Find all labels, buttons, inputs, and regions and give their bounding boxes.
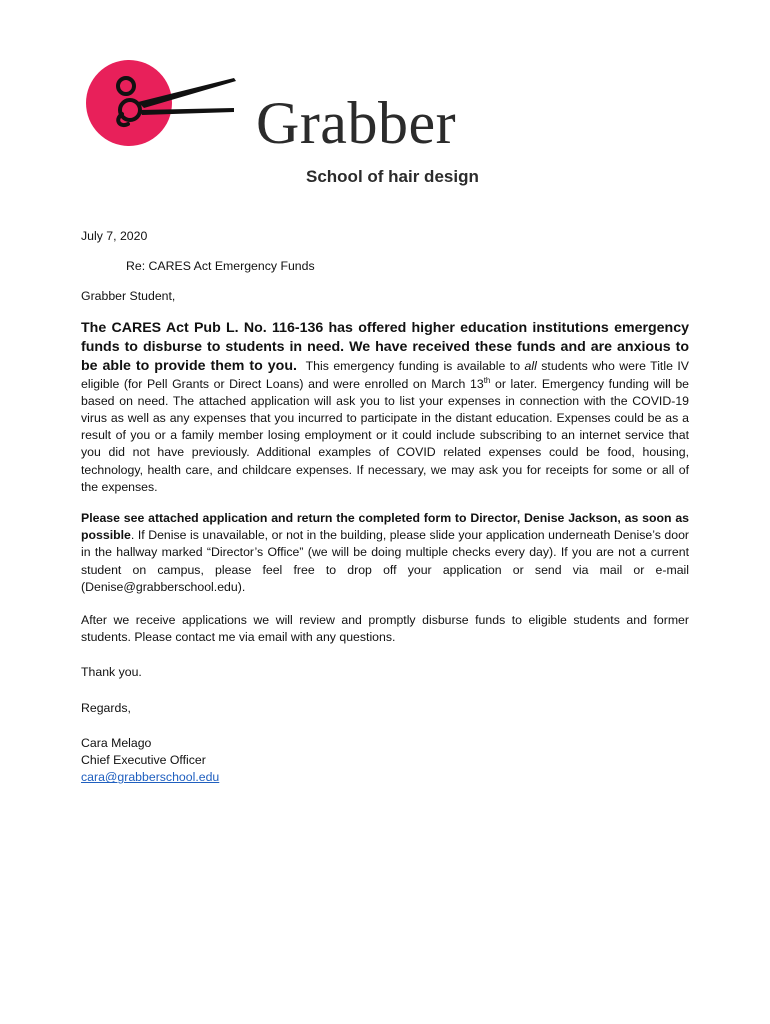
paragraph-funding-text-a: This emergency funding is available to bbox=[305, 358, 525, 373]
paragraph-funding-emphasis: all bbox=[524, 358, 537, 373]
paragraph-review: After we receive applications we will review and promptly disburse funds to eligible students and former students. Please contact me via email with any questions. bbox=[81, 613, 689, 645]
paragraph-funding-text-b: students who were Title IV eligible (for Pell Grants or Direct Loans) and were enrolled on March 13 bbox=[81, 358, 690, 391]
signer-name: Cara Melago bbox=[81, 735, 152, 750]
letter-closing: Regards, bbox=[81, 700, 131, 715]
paragraph-funding bbox=[81, 319, 689, 496]
paragraph-instructions-text: . If Denise is unavailable, or not in the building, please slide your application underneath Denise’s door in the hallway marked “Director’s Office” (we will be doing multiple checks every day). If you are not a current student on campus, please feel free to drop off your application or send via mail or e-mail (Denise@grabberschool.edu). bbox=[81, 528, 689, 594]
letter-salutation: Grabber Student, bbox=[81, 289, 176, 304]
paragraph-instructions bbox=[81, 510, 689, 596]
paragraph-funding-lead: The CARES Act Pub L. No. 116-136 has offered higher education institutions emergency funds to disburse to students in need. We have received these funds and are anxious to be able to provide them to you. bbox=[81, 319, 689, 374]
letter-subject: Re: CARES Act Emergency Funds bbox=[126, 259, 315, 274]
letter-thanks: Thank you. bbox=[81, 665, 142, 680]
ordinal-suffix: th bbox=[483, 375, 491, 385]
logo-tagline: School of hair design bbox=[306, 167, 479, 186]
paragraph-funding-text-c: or later. Emergency funding will be based on need. The attached application will ask you to list your expenses in connection with the COVID-19 virus as well as any expenses that you incurred to participate in the distant education. Expenses could be as a result of you or a family member losing employment or it could include subscribing to an internet service that you did not have previously. Additional examples of COVID related expenses could be food, housing, technology, health care, and childcare expenses. If necessary, we may ask you for receipts for some or all of the expenses. bbox=[81, 376, 689, 494]
signer-title: Chief Executive Officer bbox=[81, 753, 206, 768]
letter-body bbox=[81, 228, 689, 786]
signer-email-link[interactable]: cara@grabberschool.edu bbox=[81, 770, 220, 785]
signature-block bbox=[81, 735, 689, 787]
logo-scissors-icon bbox=[86, 58, 236, 148]
letter-date: July 7, 2020 bbox=[81, 229, 148, 243]
paragraph-instructions-bold: Please see attached application and return the completed form to Director, Denise Jackson, as soon as possible bbox=[81, 511, 689, 543]
logo-name: Grabber bbox=[256, 90, 457, 156]
